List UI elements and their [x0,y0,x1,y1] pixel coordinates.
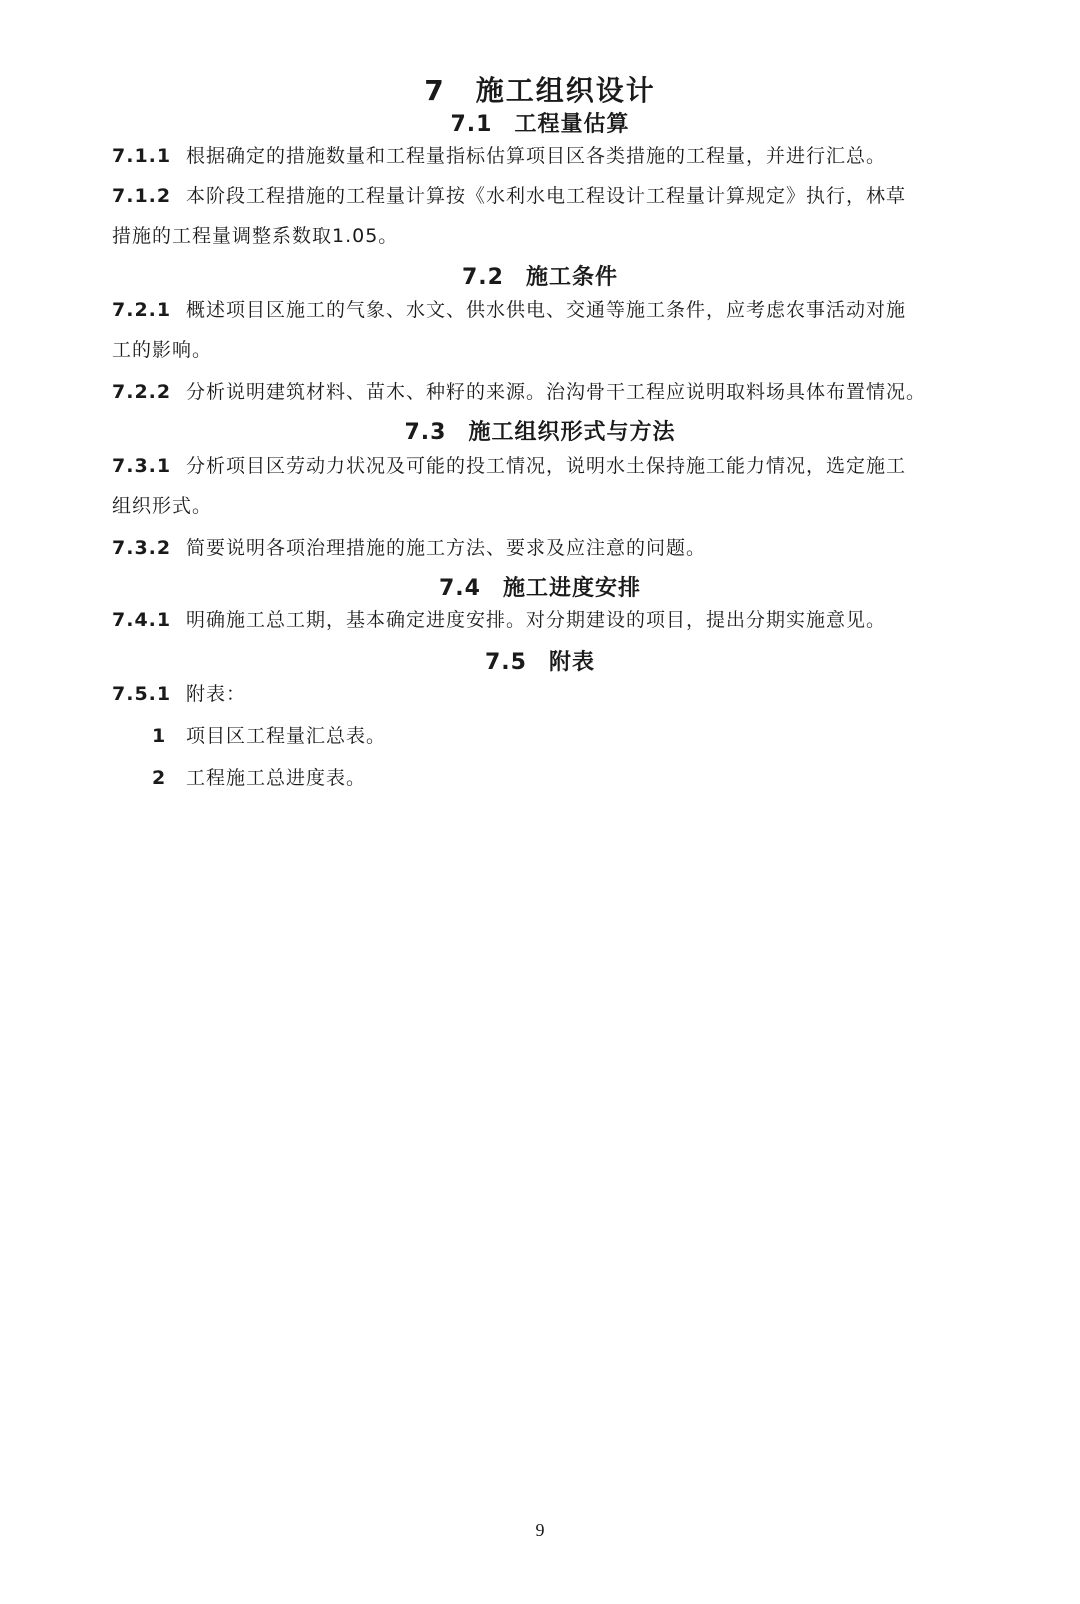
clause-number: 7.2.2 [112,381,172,403]
section-title-text: 附表 [548,650,595,675]
page-number: 9 [535,1520,545,1540]
section-number: 7.1 [450,112,493,137]
section-title-text: 施工组织形式与方法 [468,420,676,445]
clause-7-1-2 [112,176,974,216]
clause-text-continued: 组织形式。 [112,495,213,517]
list-item-text: 工程施工总进度表。 [186,767,367,789]
list-item-number: 1 [152,725,167,747]
clause-text: 根据确定的措施数量和工程量指标估算项目区各类措施的工程量，并进行汇总。 [186,145,887,167]
section-number: 7.2 [462,265,504,290]
section-title-text: 工程量估算 [514,112,630,137]
clause-text-continued: 工的影响。 [112,339,213,361]
section-number: 7.4 [439,576,481,601]
clause-text: 概述项目区施工的气象、水文、供水供电、交通等施工条件，应考虑农事活动对施 [186,299,907,321]
clause-7-3-1 [112,446,974,486]
list-item-number: 2 [152,767,167,789]
clause-7-1-2-continued [112,216,974,256]
clause-text: 附表： [186,683,247,705]
clause-7-1-1 [112,136,974,176]
clause-7-2-2 [112,372,974,412]
list-item [152,758,952,798]
section-title-7-3 [0,418,1080,448]
clause-number: 7.5.1 [112,683,172,705]
clause-7-3-1-continued [112,486,974,526]
clause-text: 简要说明各项治理措施的施工方法、要求及应注意的问题。 [186,537,707,559]
clause-7-3-2 [112,528,974,568]
clause-7-2-1 [112,290,974,330]
section-title-text: 施工条件 [525,265,618,290]
clause-text-continued: 措施的工程量调整系数取1.05。 [112,225,399,247]
clause-number: 7.1.2 [112,185,172,207]
clause-text: 分析说明建筑材料、苗木、种籽的来源。治沟骨干工程应说明取料场具体布置情况。 [186,381,927,403]
clause-number: 7.2.1 [112,299,172,321]
chapter-title [0,72,1080,110]
list-item [152,716,952,756]
clause-7-5-1 [112,674,974,714]
clause-number: 7.1.1 [112,145,172,167]
clause-text: 分析项目区劳动力状况及可能的投工情况，说明水土保持施工能力情况，选定施工 [186,455,907,477]
list-item-text: 项目区工程量汇总表。 [186,725,387,747]
clause-7-4-1 [112,600,974,640]
section-title-text: 施工进度安排 [502,576,641,601]
clause-text: 明确施工总工期，基本确定进度安排。对分期建设的项目，提出分期实施意见。 [186,609,887,631]
clause-7-2-1-continued [112,330,974,370]
chapter-title-text: 施工组织设计 [475,74,656,107]
section-title-7-2 [0,263,1080,293]
clause-number: 7.3.1 [112,455,172,477]
section-number: 7.3 [404,420,447,445]
section-number: 7.5 [485,650,527,675]
clause-number: 7.4.1 [112,609,172,631]
clause-text: 本阶段工程措施的工程量计算按《水利水电工程设计工程量计算规定》执行，林草 [186,185,907,207]
chapter-number: 7 [424,74,446,107]
clause-number: 7.3.2 [112,537,172,559]
